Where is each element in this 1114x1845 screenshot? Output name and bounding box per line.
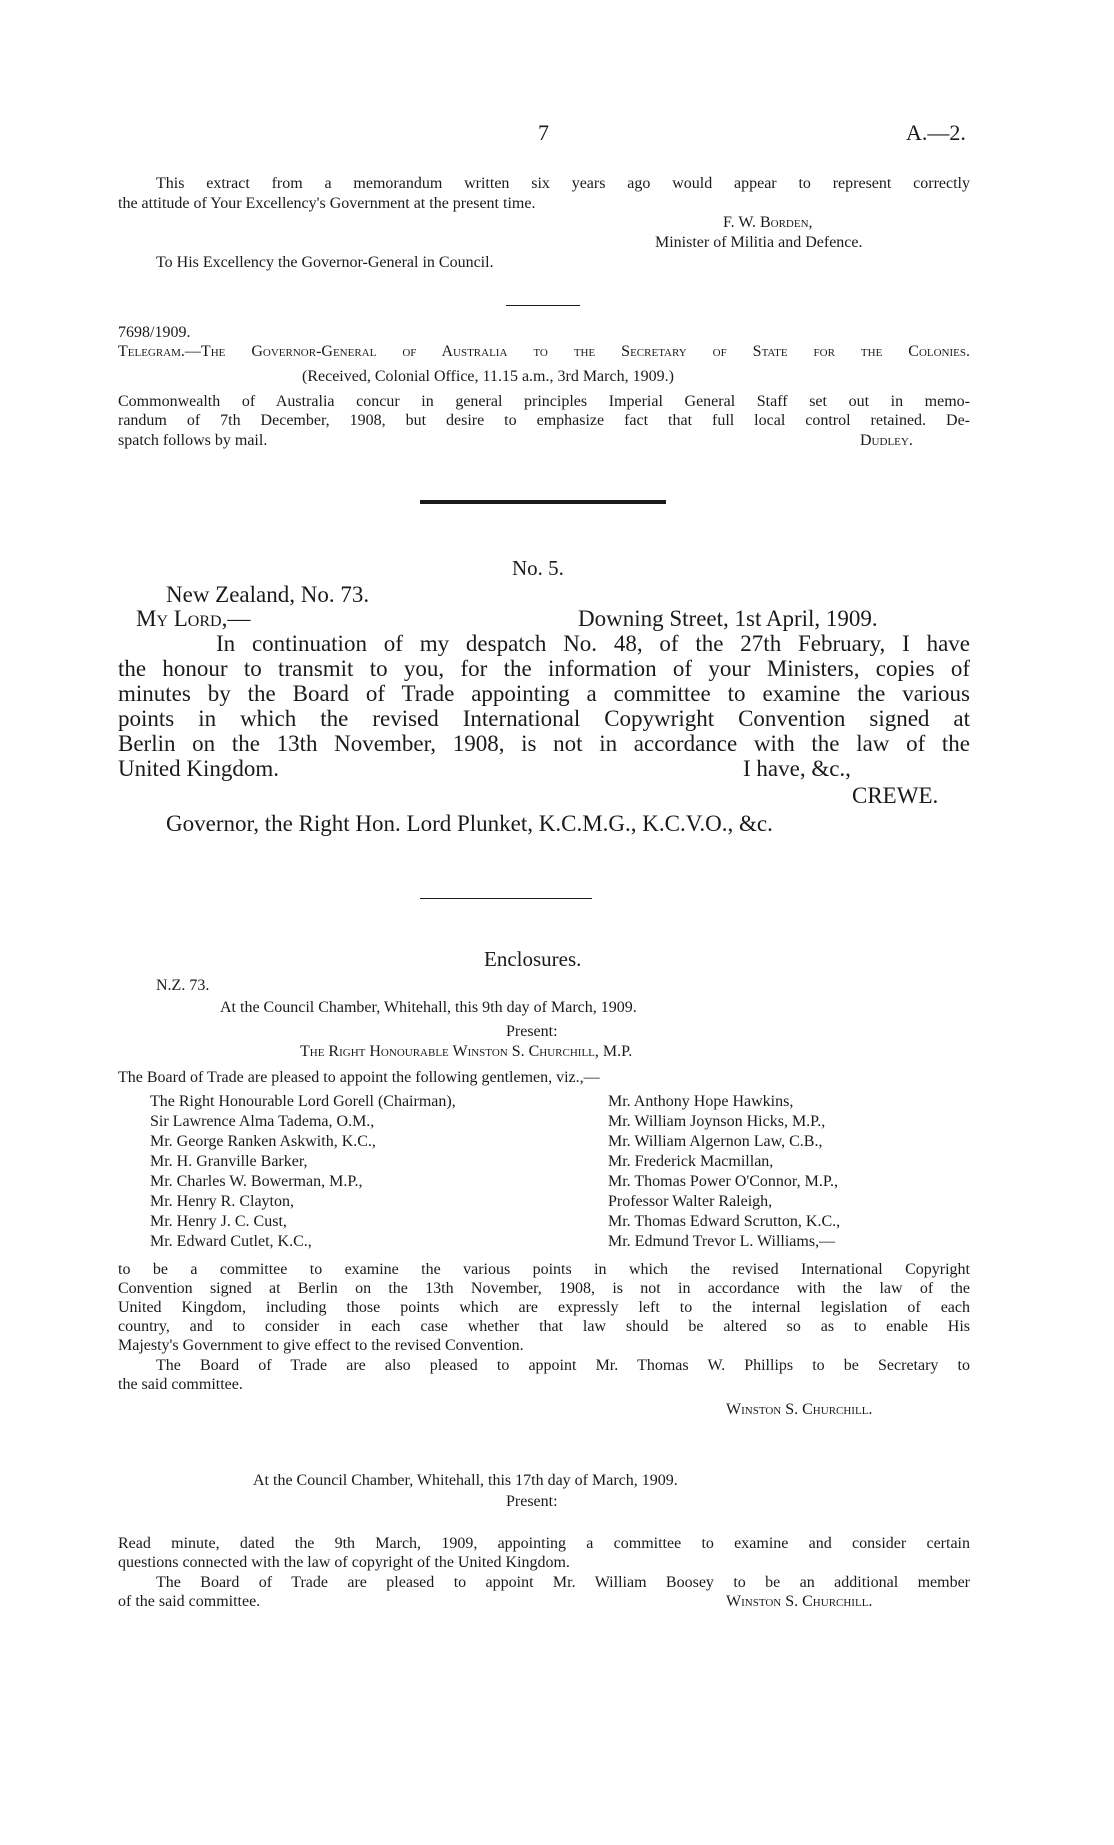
page-reference: A.—2. <box>906 120 966 145</box>
despatch-closing: I have, &c., <box>743 756 851 781</box>
minute1-body-5: Majesty's Government to give effect to the revised Convention. <box>118 1337 524 1354</box>
member-left-3: Mr. George Ranken Askwith, K.C., <box>150 1133 376 1150</box>
minute1-place-date: At the Council Chamber, Whitehall, this 9th day of March, 1909. <box>220 999 637 1016</box>
telegram-line-2: randum of 7th December, 1908, but desire to emphasize fact that full local control retained. De- <box>118 412 970 429</box>
section-divider-short <box>506 305 580 306</box>
despatch-colony-ref: New Zealand, No. 73. <box>166 582 370 607</box>
minute1-signatory: Winston S. Churchill. <box>726 1401 873 1418</box>
telegram-signatory: Dudley. <box>860 432 913 449</box>
despatch-line-1: In continuation of my despatch No. 48, of the 27th February, I have <box>216 631 970 656</box>
minute1-secretary-line-2: the said committee. <box>118 1376 243 1393</box>
telegram-line-1: Commonwealth of Australia concur in general principles Imperial General Staff set out in memo- <box>118 393 970 410</box>
telegram-heading: Telegram.—The Governor-General of Australia to the Secretary of State for the Colonies. <box>118 343 970 360</box>
member-right-5: Mr. Thomas Power O'Connor, M.P., <box>608 1173 838 1190</box>
page-number: 7 <box>538 120 549 145</box>
despatch-signatory: CREWE. <box>852 783 939 808</box>
despatch-line-5: Berlin on the 13th November, 1908, is not in accordance with the law of the <box>118 731 970 756</box>
member-left-7: Mr. Henry J. C. Cust, <box>150 1213 287 1230</box>
despatch-line-3: minutes by the Board of Trade appointing a committee to examine the various <box>118 681 970 706</box>
minute1-body-3: United Kingdom, including those points which are expressly left to the internal legislation of each <box>118 1299 970 1316</box>
despatch-place-date: Downing Street, 1st April, 1909. <box>578 606 878 631</box>
member-left-5: Mr. Charles W. Bowerman, M.P., <box>150 1173 363 1190</box>
member-right-2: Mr. William Joynson Hicks, M.P., <box>608 1113 826 1130</box>
member-left-6: Mr. Henry R. Clayton, <box>150 1193 294 1210</box>
member-left-2: Sir Lawrence Alma Tadema, O.M., <box>150 1113 375 1130</box>
member-right-8: Mr. Edmund Trevor L. Williams,— <box>608 1233 836 1250</box>
section-divider-heavy <box>420 500 666 504</box>
section-divider-medium <box>420 898 592 899</box>
minute1-present-name: The Right Honourable Winston S. Churchill, M.P. <box>300 1043 633 1060</box>
despatch-line-4: points in which the revised International Copywright Convention signed at <box>118 706 970 731</box>
minute2-line-1: Read minute, dated the 9th March, 1909, appointing a committee to examine and consider certain <box>118 1535 970 1552</box>
minute2-place-date: At the Council Chamber, Whitehall, this 17th day of March, 1909. <box>253 1472 678 1489</box>
enclosures-ref: N.Z. 73. <box>156 977 210 994</box>
memo-line-2: the attitude of Your Excellency's Government at the present time. <box>118 195 536 212</box>
member-right-6: Professor Walter Raleigh, <box>608 1193 773 1210</box>
minute1-present-label: Present: <box>506 1023 558 1040</box>
despatch-salutation: My Lord,— <box>136 606 251 631</box>
member-right-7: Mr. Thomas Edward Scrutton, K.C., <box>608 1213 841 1230</box>
member-right-3: Mr. William Algernon Law, C.B., <box>608 1133 823 1150</box>
minute2-signatory: Winston S. Churchill. <box>726 1593 873 1610</box>
minute2-line-4: of the said committee. <box>118 1593 261 1610</box>
minute1-body-2: Convention signed at Berlin on the 13th November, 1908, is not in accordance with the law of the <box>118 1280 970 1297</box>
member-left-8: Mr. Edward Cutlet, K.C., <box>150 1233 312 1250</box>
memo-addressee: To His Excellency the Governor-General in Council. <box>156 254 494 271</box>
minute2-line-3: The Board of Trade are pleased to appoint Mr. William Boosey to be an additional member <box>156 1574 970 1591</box>
member-left-1: The Right Honourable Lord Gorell (Chairman), <box>150 1093 456 1110</box>
telegram-line-3: spatch follows by mail. <box>118 432 268 449</box>
member-right-4: Mr. Frederick Macmillan, <box>608 1153 774 1170</box>
memo-signatory: F. W. Borden, <box>723 214 813 231</box>
minute1-secretary-line-1: The Board of Trade are also pleased to appoint Mr. Thomas W. Phillips to be Secretary to <box>156 1357 970 1374</box>
telegram-ref: 7698/1909. <box>118 324 191 341</box>
telegram-received: (Received, Colonial Office, 11.15 a.m., 3rd March, 1909.) <box>302 368 674 385</box>
minute1-intro: The Board of Trade are pleased to appoint the following gentlemen, viz.,— <box>118 1069 600 1086</box>
despatch-addressee: Governor, the Right Hon. Lord Plunket, K.C.M.G., K.C.V.O., &c. <box>166 811 773 836</box>
despatch-number: No. 5. <box>512 556 564 580</box>
minute1-body-1: to be a committee to examine the various points in which the revised International Copyright <box>118 1261 970 1278</box>
memo-line-1: This extract from a memorandum written six years ago would appear to represent correctly <box>156 175 970 192</box>
despatch-line-6: United Kingdom. <box>118 756 279 781</box>
despatch-line-2: the honour to transmit to you, for the information of your Ministers, copies of <box>118 656 970 681</box>
minute2-line-2: questions connected with the law of copyright of the United Kingdom. <box>118 1554 570 1571</box>
member-left-4: Mr. H. Granville Barker, <box>150 1153 308 1170</box>
memo-signatory-title: Minister of Militia and Defence. <box>655 234 863 251</box>
enclosures-heading: Enclosures. <box>484 947 582 971</box>
minute2-present-label: Present: <box>506 1493 558 1510</box>
member-right-1: Mr. Anthony Hope Hawkins, <box>608 1093 794 1110</box>
minute1-body-4: country, and to consider in each case whether that law should be altered so as to enable His <box>118 1318 970 1335</box>
